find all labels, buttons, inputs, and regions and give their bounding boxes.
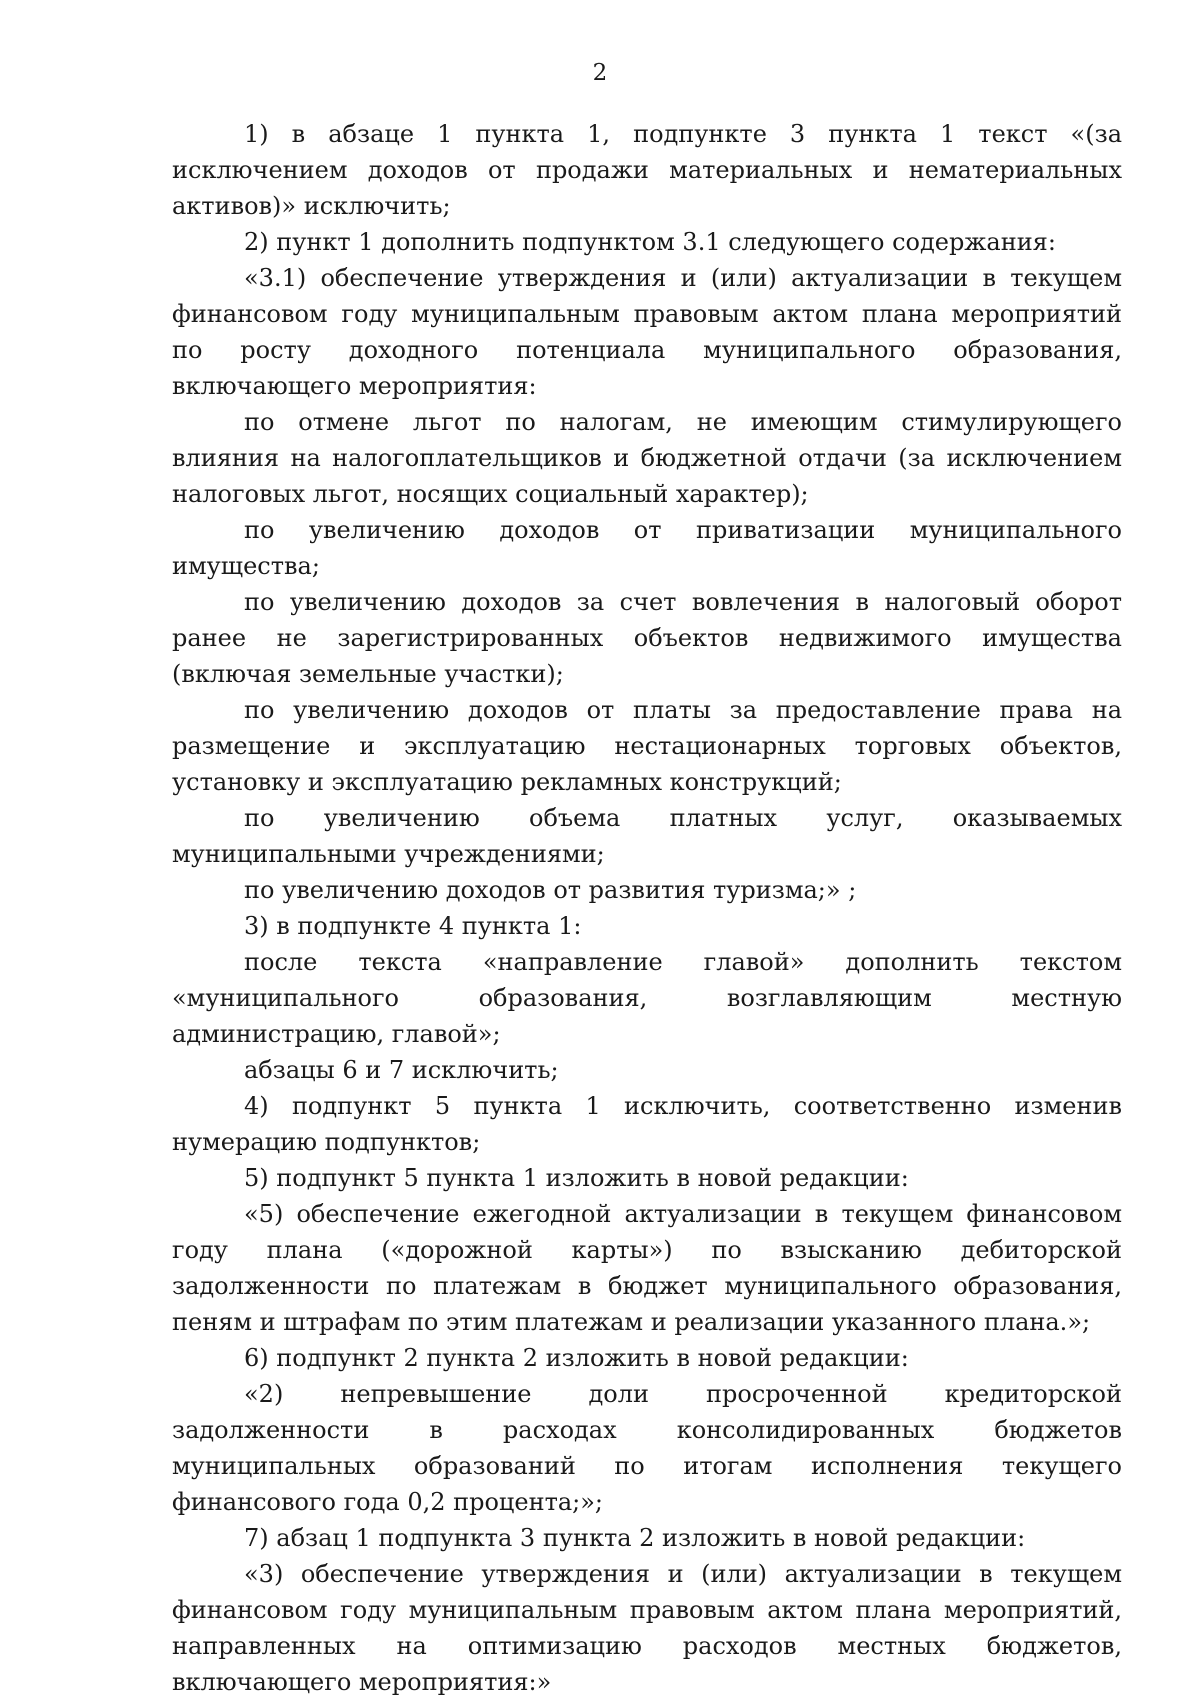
paragraph: по увеличению доходов от развития туризма;» ; <box>244 876 857 904</box>
paragraph: 4) подпункт 5 пункта 1 исключить, соответственно изменив нумерацию подпунктов; <box>172 1092 1122 1156</box>
paragraph: 2) пункт 1 дополнить подпунктом 3.1 следующего содержания: <box>244 228 1056 256</box>
paragraph: «2) непревышение доли просроченной кредиторской задолженности в расходах консолидированных бюджетов муниципальных образований по итогам исполнения текущего финансового года 0,2 процента;»; <box>172 1380 1122 1516</box>
paragraph: по увеличению объема платных услуг, оказываемых муниципальными учреждениями; <box>172 804 1122 868</box>
document-body <box>172 116 1122 1700</box>
paragraph: после текста «направление главой» дополнить текстом «муниципального образования, возглавляющим местную администрацию, главой»; <box>172 948 1122 1048</box>
paragraph: по увеличению доходов от платы за предоставление права на размещение и эксплуатацию нестационарных торговых объектов, установку и эксплуатацию рекламных конструкций; <box>172 696 1122 796</box>
paragraph: абзацы 6 и 7 исключить; <box>244 1056 559 1084</box>
paragraph: «3.1) обеспечение утверждения и (или) актуализации в текущем финансовом году муниципальным правовым актом плана мероприятий по росту доходного потенциала муниципального образования, включающего мероприятия: <box>172 264 1122 400</box>
paragraph: по увеличению доходов за счет вовлечения в налоговый оборот ранее не зарегистрированных объектов недвижимого имущества (включая земельные участки); <box>172 588 1122 688</box>
paragraph: 5) подпункт 5 пункта 1 изложить в новой редакции: <box>244 1164 909 1192</box>
paragraph: по отмене льгот по налогам, не имеющим стимулирующего влияния на налогоплательщиков и бюджетной отдачи (за исключением налоговых льгот, носящих социальный характер); <box>172 408 1122 508</box>
paragraph: 6) подпункт 2 пункта 2 изложить в новой редакции: <box>244 1344 909 1372</box>
paragraph: по увеличению доходов от приватизации муниципального имущества; <box>172 516 1122 580</box>
paragraph: 1) в абзаце 1 пункта 1, подпункте 3 пункта 1 текст «(за исключением доходов от продажи материальных и нематериальных активов)» исключить; <box>172 120 1122 220</box>
paragraph: 3) в подпункте 4 пункта 1: <box>244 912 582 940</box>
paragraph: «5) обеспечение ежегодной актуализации в текущем финансовом году плана («дорожной карты») по взысканию дебиторской задолженности по платежам в бюджет муниципального образования, пеням и штрафам по этим платежам и реализации указанного плана.»; <box>172 1200 1122 1336</box>
paragraph: 7) абзац 1 подпункта 3 пункта 2 изложить в новой редакции: <box>244 1524 1026 1552</box>
page-number: 2 <box>592 60 608 86</box>
paragraph: «3) обеспечение утверждения и (или) актуализации в текущем финансовом году муниципальным правовым актом плана мероприятий, направленных на оптимизацию расходов местных бюджетов, включающего мероприятия:» <box>172 1560 1122 1696</box>
